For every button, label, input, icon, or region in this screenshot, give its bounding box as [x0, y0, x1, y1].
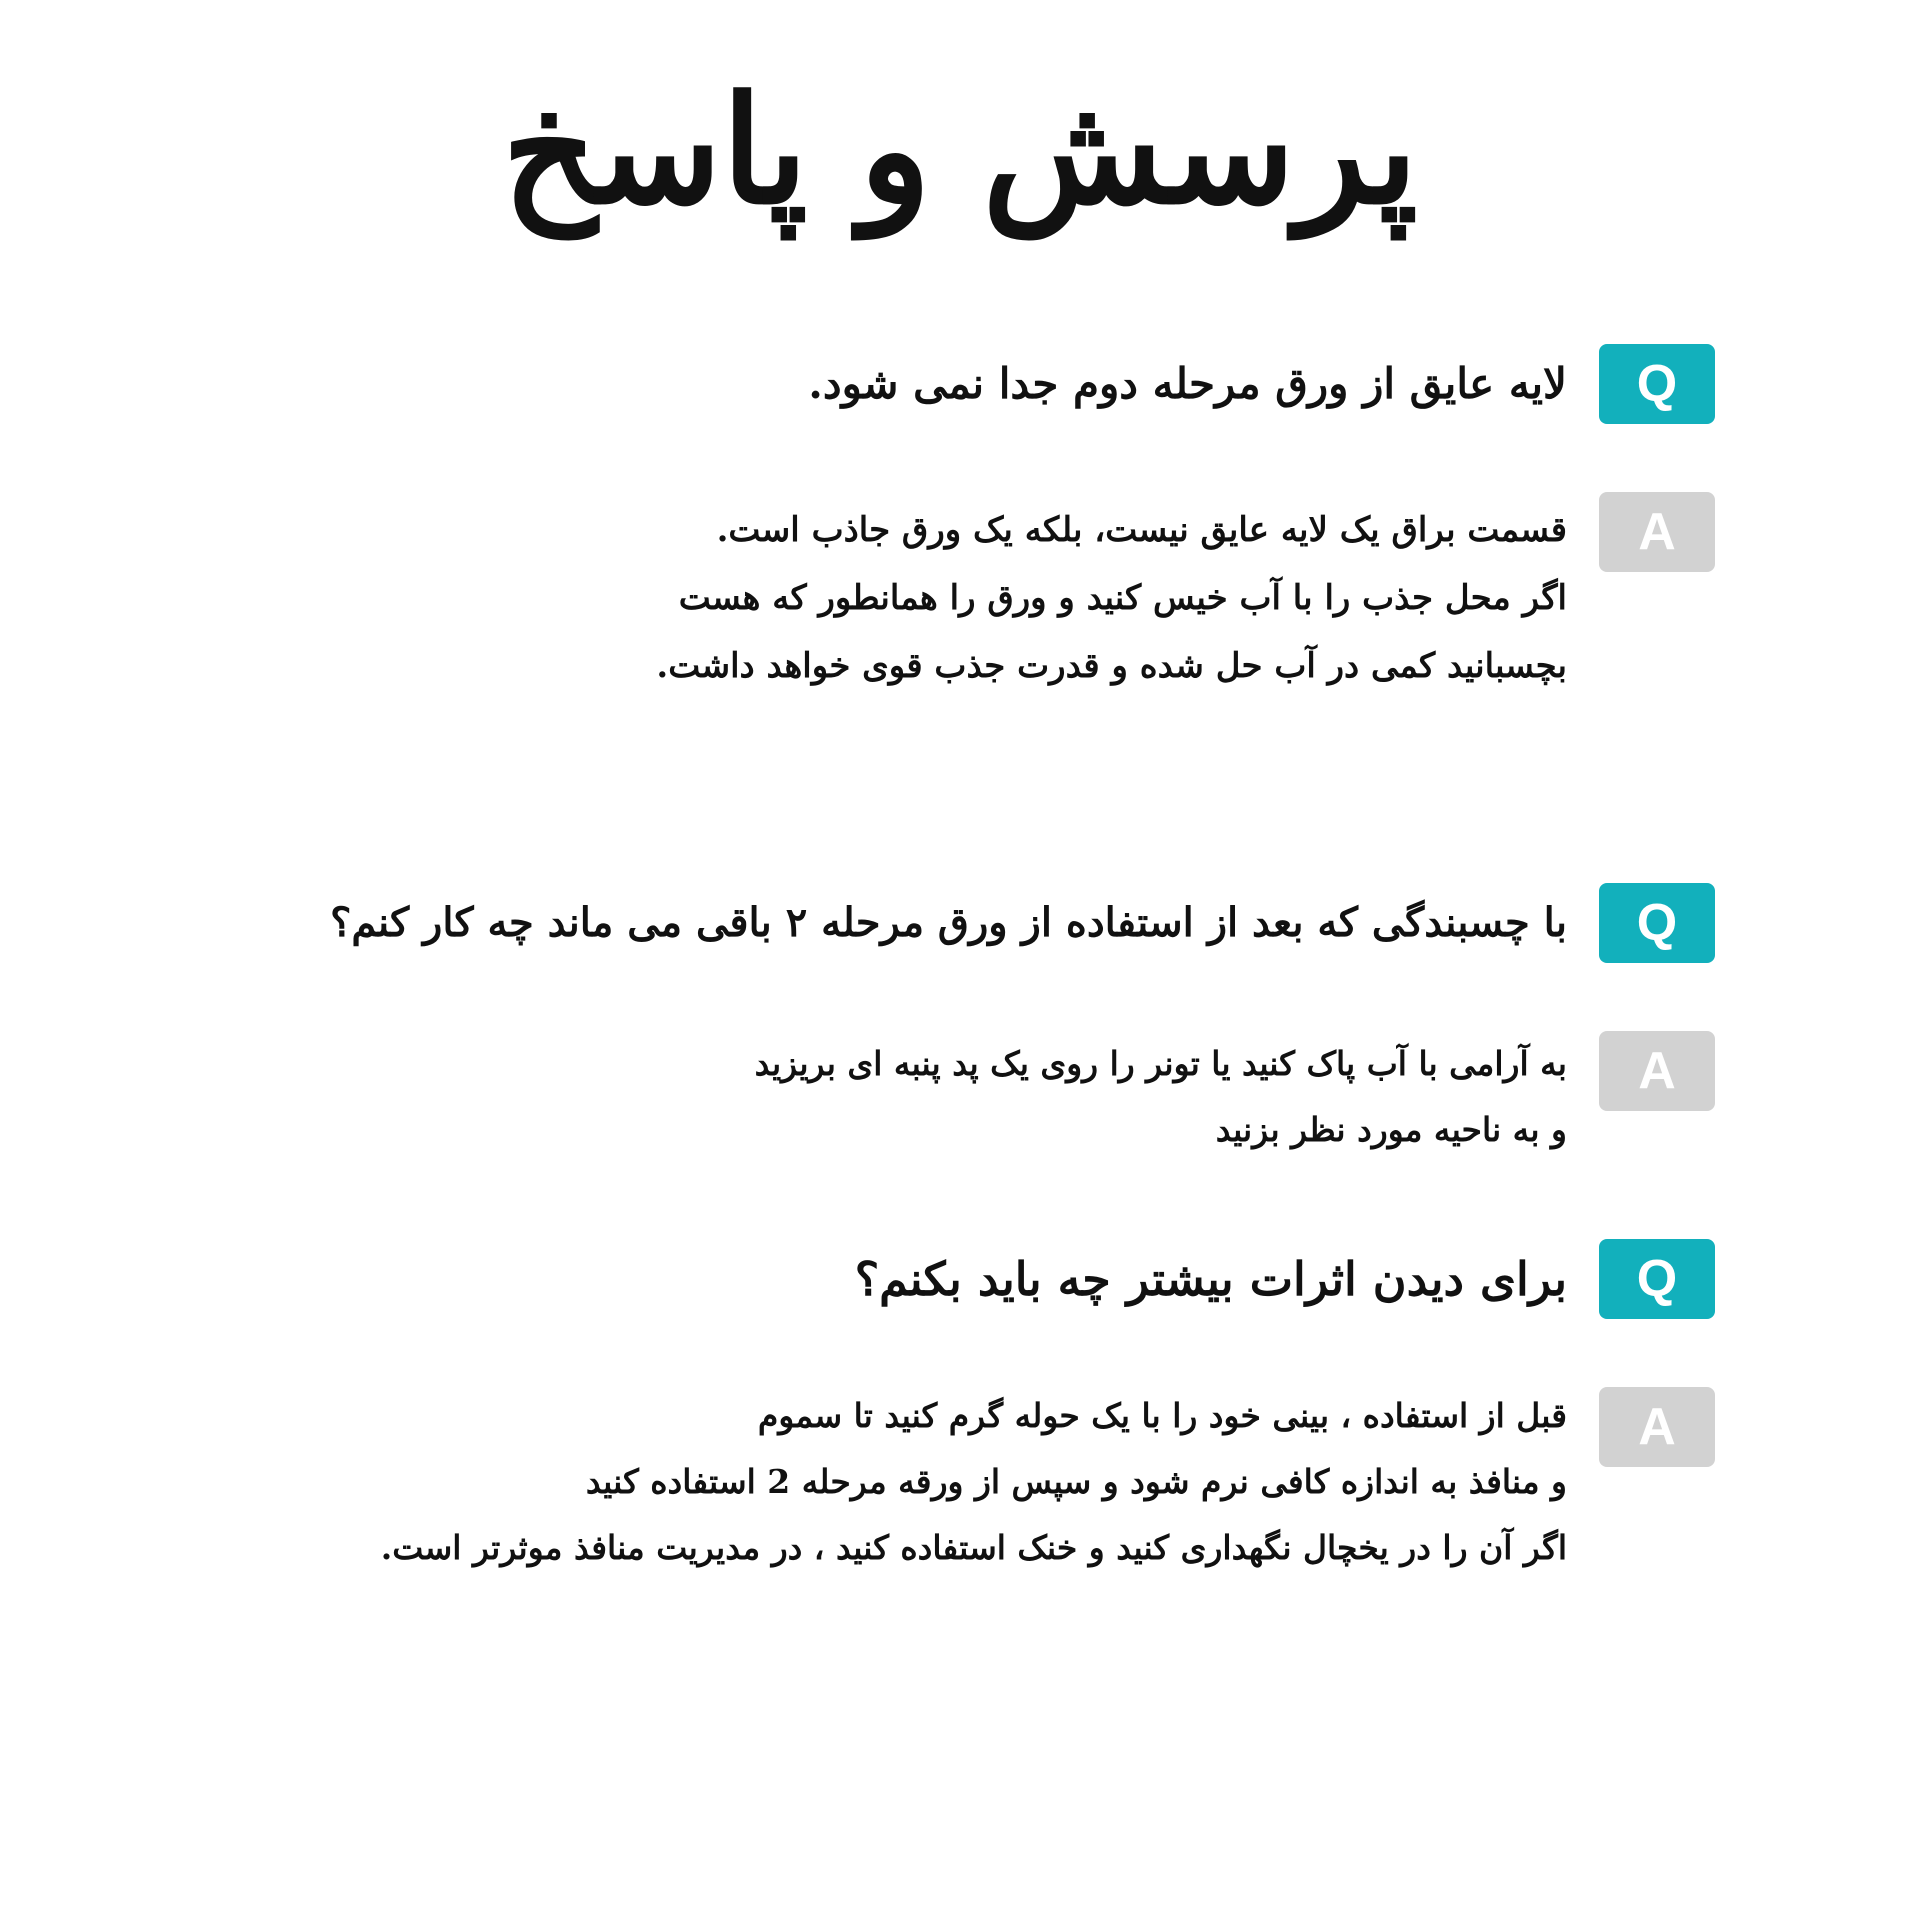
faq-item-3 [215, 1239, 1715, 1567]
answer-line: و به ناحیه مورد نظر بزنید [1215, 1110, 1567, 1149]
page-title: پرسش و پاسخ [502, 63, 1418, 237]
faq-answer-row [215, 1387, 1715, 1567]
faq-question-row [215, 1239, 1715, 1319]
faq-item-1 [215, 344, 1715, 686]
answer-line: اگر محل جذب را با آب خیس کنید و ورق را همانطور که هست [678, 578, 1567, 618]
answer-line: به آرامی با آب پاک کنید یا تونر را روی یک پد پنبه ای بریزید [754, 1044, 1567, 1083]
faq-question-text: برای دیدن اثرات بیشتر چه باید بکنم؟ [854, 1252, 1567, 1306]
answer-line: قبل از استفاده ، بینی خود را با یک حوله گرم کنید تا سموم [757, 1396, 1567, 1435]
faq-answer-text [755, 1031, 1567, 1163]
faq-question-text: لایه عایق از ورق مرحله دوم جدا نمی شود. [808, 359, 1567, 408]
question-badge: Q [1599, 883, 1715, 963]
answer-badge: A [1599, 1031, 1715, 1111]
answer-line: اگر آن را در یخچال نگهداری کنید و خنک استفاده کنید ، در مدیریت منافذ موثرتر است. [380, 1528, 1567, 1567]
question-badge: Q [1599, 1239, 1715, 1319]
answer-line: قسمت براق یک لایه عایق نیست، بلکه یک ورق جاذب است. [716, 510, 1567, 550]
answer-line: بچسبانید کمی در آب حل شده و قدرت جذب قوی خواهد داشت. [656, 646, 1567, 686]
answer-badge: A [1599, 1387, 1715, 1467]
answer-badge: A [1599, 492, 1715, 572]
faq-question-text: با چسبندگی که بعد از استفاده از ورق مرحله ۲ باقی می ماند چه کار کنم؟ [330, 899, 1567, 946]
faq-answer-text [656, 496, 1567, 700]
faq-question-row [215, 883, 1715, 963]
question-badge: Q [1599, 344, 1715, 424]
faq-item-2 [215, 883, 1715, 1149]
faq-answer-text [381, 1383, 1567, 1581]
answer-line: و منافذ به اندازه کافی نرم شود و سپس از ورقه مرحله 2 استفاده کنید [585, 1462, 1567, 1501]
faq-answer-row [215, 492, 1715, 686]
faq-answer-row [215, 1031, 1715, 1149]
faq-question-row [215, 344, 1715, 424]
